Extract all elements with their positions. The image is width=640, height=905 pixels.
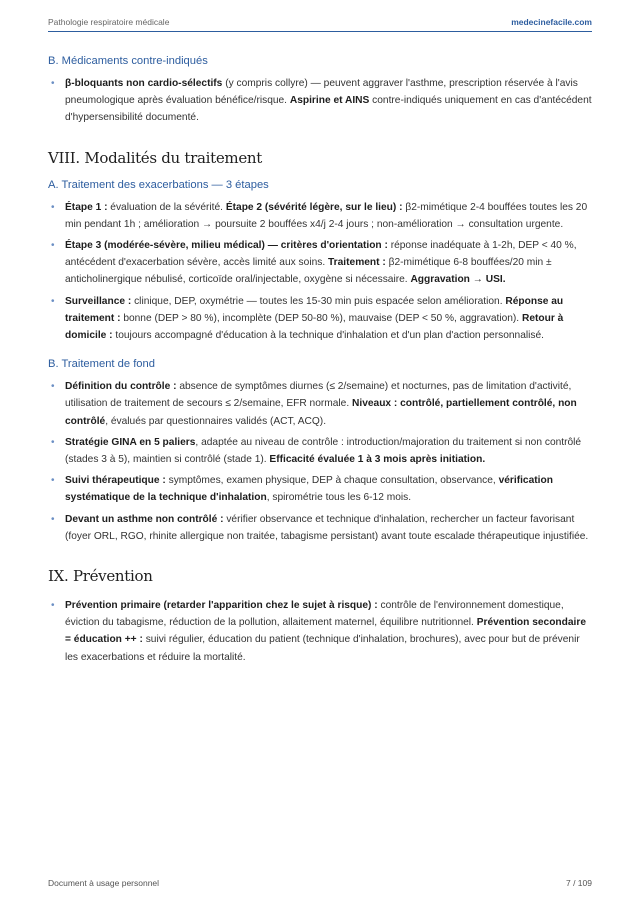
bullet-list — [48, 378, 592, 545]
bullet-list — [48, 199, 592, 345]
bold-text: Efficacité évaluée 1 à 3 mois après initiation. — [269, 454, 486, 466]
text-run: vérifier observance et technique d'inhalation, rechercher un facteur favorisant (foyer ORL, RGO, rhinite allergique non traitée, tabagisme persistant) avant toute escalade thérapeutique injustifiée. — [65, 513, 589, 542]
list-item — [48, 75, 592, 127]
bold-text: Suivi thérapeutique : — [65, 475, 166, 487]
text-run: suivi régulier, éducation du patient (technique d'inhalation, brochures), avec pour but de prévenir les exacerbations et réduire la mortalité. — [65, 634, 580, 663]
bullet-icon: • — [51, 600, 55, 612]
bullet-icon: • — [51, 475, 55, 487]
text-run: , adaptée au niveau de contrôle : introduction/majoration du traitement si non contrôlé (stades 3 à 5), maintien si contrôlé (stade 1). — [65, 436, 582, 466]
list-item — [48, 597, 592, 666]
bold-text: Aspirine et AINS — [289, 95, 370, 107]
text-run: , évalués par questionnaires validés (ACT, ACQ). — [105, 415, 327, 427]
section-heading: IX. Prévention — [48, 567, 153, 586]
list-item — [48, 293, 592, 345]
document-body — [48, 55, 592, 680]
bold-text: Traitement : — [328, 257, 386, 269]
bold-text: Niveaux : contrôlé, partiellement contrôlé, non contrôlé — [65, 398, 577, 427]
bold-text: Aggravation → USI. — [410, 274, 506, 286]
bold-text: Définition du contrôle : — [65, 381, 177, 393]
list-item — [48, 378, 592, 430]
bullet-icon: • — [51, 295, 55, 307]
bold-text: Étape 3 (modérée-sévère, milieu médical) — critères d'orientation : — [65, 240, 388, 252]
text-run: évaluation de la sévérité. — [107, 201, 226, 213]
bold-text: Étape 1 : — [65, 201, 108, 213]
bullet-icon: • — [51, 240, 55, 252]
text-run: β2-mimétique 6-8 bouffées/20 min ± anticholinergique nébulisé, corticoïde oral/injectable, oxygène si nécessaire. — [65, 257, 552, 286]
header-divider — [48, 31, 592, 32]
text-run: contre-indiqués uniquement en cas d'antécédent d'hypersensibilité documenté. — [65, 95, 592, 124]
header-title: Pathologie respiratoire médicale — [48, 17, 170, 27]
text-run: contrôle de l'environnement domestique, éviction du tabagisme, réduction de la pollution, allaitement maternel, équilibre nutritionnel. — [65, 600, 564, 629]
text-run: réponse inadéquate à 1-2h, DEP < 40 %, antécédent d'exacerbation sévère, accès limité aux soins. — [65, 240, 577, 269]
bullet-icon: • — [51, 78, 55, 89]
page-header — [48, 14, 592, 30]
bold-text: Étape 2 (sévérité légère, sur le lieu) : — [225, 201, 403, 213]
text-run: clinique, DEP, oxymétrie — toutes les 15-30 min puis espacée selon amélioration. — [131, 295, 506, 307]
text-run: , spirométrie tous les 6-12 mois. — [266, 492, 412, 504]
list-item — [48, 472, 592, 506]
text-run: symptômes, examen physique, DEP à chaque consultation, observance, — [165, 475, 499, 487]
header-site-link[interactable]: medecinefacile.com — [511, 17, 592, 27]
subsection-heading: B. Traitement de fond — [48, 358, 155, 371]
text-run: toujours accompagné d'éducation à la technique d'inhalation et d'un plan d'action personnalisé. — [112, 330, 544, 342]
list-item — [48, 434, 592, 468]
section-heading: VIII. Modalités du traitement — [48, 148, 263, 167]
subsection-heading: A. Traitement des exacerbations — 3 étapes — [48, 178, 269, 191]
bold-text: Réponse au traitement : — [65, 295, 564, 324]
page-number: 7 / 109 — [566, 878, 592, 888]
list-item — [48, 199, 592, 233]
bullet-list — [48, 597, 592, 666]
bold-text: Retour à domicile : — [65, 312, 564, 342]
list-item — [48, 237, 592, 289]
bullet-icon: • — [51, 513, 55, 525]
text-run: (y compris collyre) — peuvent aggraver l'asthme, prescription réservée à l'avis pneumologique après évaluation bénéfice/risque. — [65, 78, 578, 107]
text-run: bonne (DEP > 80 %), incomplète (DEP 50-80 %), mauvaise (DEP < 50 %, aggravation). — [120, 312, 522, 324]
bold-text: Prévention secondaire = éducation ++ : — [65, 617, 586, 646]
bold-text: Stratégie GINA en 5 paliers — [65, 436, 196, 448]
text-run: absence de symptômes diurnes (≤ 2/semaine) et nocturnes, pas de limitation d'activité, utilisation de traitement de secours ≤ 2/semaine, EFR normale. — [65, 381, 572, 410]
text-run: β2-mimétique 2-4 bouffées toutes les 20 min pendant 1h ; amélioration → poursuite 2 bouffées x4/j 2-4 jours ; non-amélioration → consultation urgente. — [65, 201, 588, 230]
bullet-icon: • — [51, 381, 55, 393]
page-footer — [48, 878, 592, 888]
bullet-list — [48, 75, 592, 127]
bold-text: Devant un asthme non contrôlé : — [65, 513, 224, 525]
bold-text: vérification systématique de la technique d'inhalation — [65, 475, 553, 504]
subsection-heading: B. Médicaments contre-indiqués — [48, 55, 208, 67]
footer-note: Document à usage personnel — [48, 878, 160, 888]
bullet-icon: • — [51, 201, 55, 213]
bullet-icon: • — [51, 436, 55, 448]
list-item — [48, 511, 592, 545]
bold-text: Surveillance : — [65, 295, 132, 307]
bold-text: Prévention primaire (retarder l'apparition chez le sujet à risque) : — [65, 600, 378, 612]
bold-text: β-bloquants non cardio-sélectifs — [65, 78, 223, 89]
